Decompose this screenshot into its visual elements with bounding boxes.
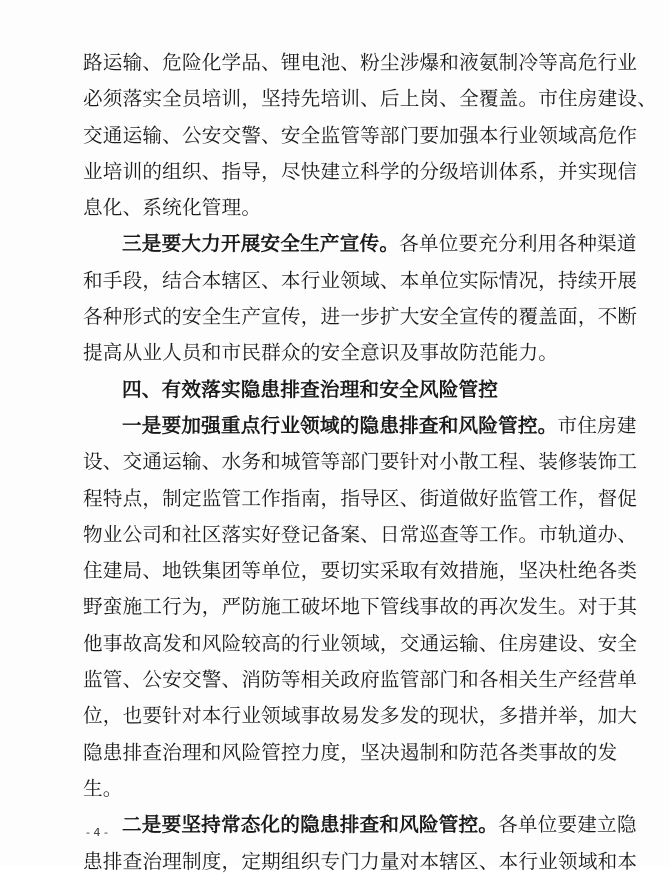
body-line: 患排查治理制度，定期组织专门力量对本辖区、本行业领域和本 [83,849,638,873]
body-line: 生。 [83,776,123,800]
body-line: 各种形式的安全生产宣传，进一步扩大安全宣传的覆盖面，不断 [83,305,638,329]
body-line: 监管、公安交警、消防等相关政府监管部门和各相关生产经营单 [83,668,638,692]
body-line: 必须落实全员培训，坚持先培训、后上岗、全覆盖。市住房建设、 [83,87,658,111]
body-line: 设、交通运输、水务和城管等部门要针对小散工程、装修装饰工 [83,450,638,474]
page-number: - 4 - [86,826,108,839]
section-heading: 四、有效落实隐患排查治理和安全风险管控 [122,377,499,401]
body-line: 位，也要针对本行业领域事故易发多发的现状，多措并举，加大 [83,704,638,728]
lead-phrase: 三是要大力开展安全生产宣传。 [122,232,400,256]
document-body [83,45,658,880]
paragraph-first-line: 一是要加强重点行业领域的隐患排查和风险管控。市住房建 [122,413,637,437]
body-line: 息化、系统化管理。 [83,196,262,220]
body-line: 他事故高发和风险较高的行业领域，交通运输、住房建设、安全 [83,631,638,655]
body-line: 住建局、地铁集团等单位，要切实采取有效措施，坚决杜绝各类 [83,559,638,583]
body-line: 和手段，结合本辖区、本行业领域、本单位实际情况，持续开展 [83,268,638,292]
body-line: 野蛮施工行为，严防施工破坏地下管线事故的再次发生。对于其 [83,595,638,619]
body-line: 提高从业人员和市民群众的安全意识及事故防范能力。 [83,341,559,365]
body-line: 交通运输、公安交警、安全监管等部门要加强本行业领域高危作 [83,123,638,147]
lead-phrase: 一是要加强重点行业领域的隐患排查和风险管控。 [122,413,558,437]
paragraph-first-line: 三是要大力开展安全生产宣传。各单位要充分利用各种渠道 [122,232,637,256]
lead-phrase: 二是要坚持常态化的隐患排查和风险管控。 [122,813,499,837]
body-line: 路运输、危险化学品、锂电池、粉尘涉爆和液氨制冷等高危行业 [83,51,638,74]
body-line: 程特点，制定监管工作指南，指导区、街道做好监管工作，督促 [83,486,638,510]
body-line: 业培训的组织、指导，尽快建立科学的分级培训体系，并实现信 [83,159,638,183]
body-line: 物业公司和社区落实好登记备案、日常巡查等工作。市轨道办、 [83,522,638,546]
paragraph-first-line: 二是要坚持常态化的隐患排查和风险管控。各单位要建立隐 [122,813,637,837]
body-line: 隐患排查治理和风险管控力度，坚决遏制和防范各类事故的发 [83,740,618,764]
